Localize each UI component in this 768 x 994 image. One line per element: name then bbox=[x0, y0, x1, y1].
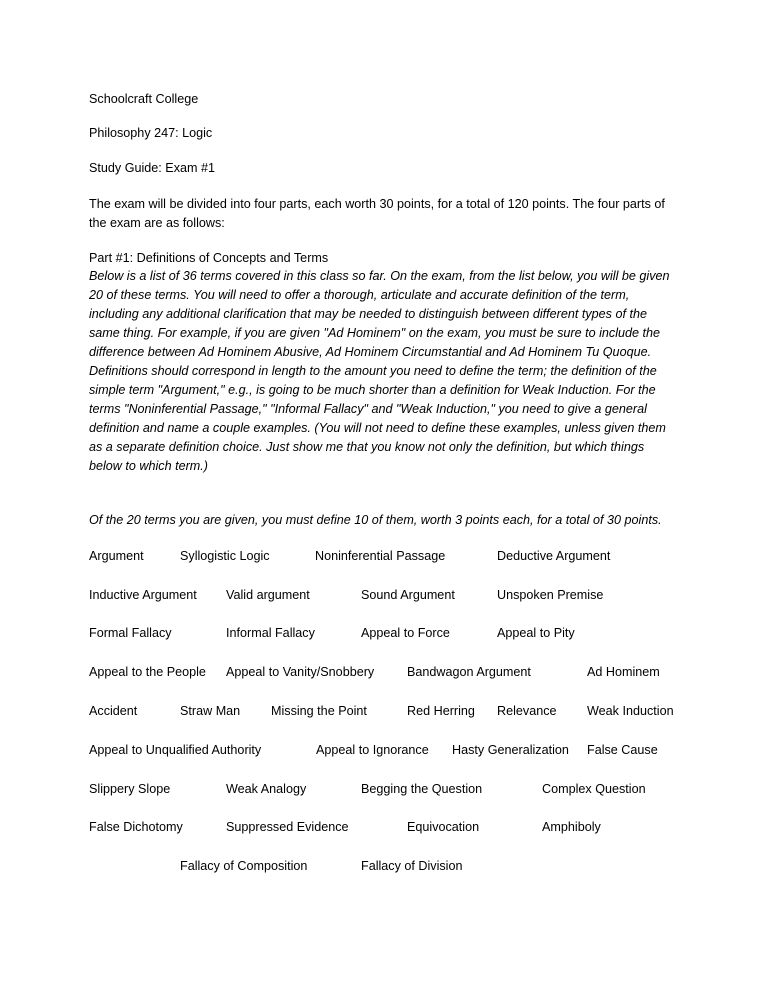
term-item: Begging the Question bbox=[361, 782, 483, 796]
term-item: Appeal to Ignorance bbox=[316, 743, 429, 757]
term-item: Inductive Argument bbox=[89, 588, 197, 602]
part1-scoring: Of the 20 terms you are given, you must define 10 of them, worth 3 points each, for a total of 30 points. bbox=[89, 513, 662, 527]
term-item: Appeal to Unqualified Authority bbox=[89, 743, 262, 757]
part1-description-line: including any additional clarification that may be needed to distinguish between different types of the bbox=[89, 307, 647, 321]
term-item: False Cause bbox=[587, 743, 658, 757]
term-item: Syllogistic Logic bbox=[180, 549, 270, 563]
term-item: Weak Analogy bbox=[226, 782, 307, 796]
term-item: Hasty Generalization bbox=[452, 743, 569, 757]
term-item: Argument bbox=[89, 549, 144, 563]
term-item: Suppressed Evidence bbox=[226, 820, 349, 834]
part1-description-line: Definitions should correspond in length to the amount you need to define the term; the definition of the bbox=[89, 364, 657, 378]
intro-line-1: The exam will be divided into four parts, each worth 30 points, for a total of 120 points. The four parts of bbox=[89, 197, 665, 211]
term-item: Appeal to Vanity/Snobbery bbox=[226, 665, 375, 679]
part1-description-line: as a separate definition choice. Just show me that you know not only the definition, but which things bbox=[89, 440, 645, 454]
term-item: Appeal to the People bbox=[89, 665, 206, 679]
term-item: Unspoken Premise bbox=[497, 588, 604, 602]
term-item: Sound Argument bbox=[361, 588, 455, 602]
term-item: Missing the Point bbox=[271, 704, 367, 718]
term-item: False Dichotomy bbox=[89, 820, 183, 834]
term-item: Weak Induction bbox=[587, 704, 674, 718]
term-item: Slippery Slope bbox=[89, 782, 171, 796]
term-item: Noninferential Passage bbox=[315, 549, 446, 563]
term-item: Complex Question bbox=[542, 782, 646, 796]
part1-description-line: difference between Ad Hominem Abusive, Ad Hominem Circumstantial and Ad Hominem Tu Quoque. bbox=[89, 345, 652, 359]
part1-description-line: terms "Noninferential Passage," "Informal Fallacy" and "Weak Induction," you need to give a general bbox=[89, 402, 647, 416]
intro-line-2: the exam are as follows: bbox=[89, 216, 225, 230]
term-item: Accident bbox=[89, 704, 138, 718]
part1-description-line: Below is a list of 36 terms covered in this class so far. On the exam, from the list below, you will be given bbox=[89, 269, 670, 283]
part1-heading: Part #1: Definitions of Concepts and Terms bbox=[89, 251, 329, 265]
term-item: Appeal to Force bbox=[361, 626, 450, 640]
course-title: Philosophy 247: Logic bbox=[89, 126, 213, 140]
term-item: Amphiboly bbox=[542, 820, 601, 834]
term-item: Ad Hominem bbox=[587, 665, 660, 679]
term-item: Fallacy of Division bbox=[361, 859, 463, 873]
term-item: Fallacy of Composition bbox=[180, 859, 308, 873]
part1-description-line: 20 of these terms. You will need to offer a thorough, articulate and accurate definition of the term, bbox=[89, 288, 630, 302]
term-item: Valid argument bbox=[226, 588, 310, 602]
term-item: Formal Fallacy bbox=[89, 626, 172, 640]
part1-description-line: definition and name a couple examples. (You will not need to define these examples, unless given them bbox=[89, 421, 666, 435]
part1-description-line: same thing. For example, if you are given "Ad Hominem" on the exam, you must be sure to include the bbox=[89, 326, 661, 340]
term-item: Relevance bbox=[497, 704, 557, 718]
term-item: Bandwagon Argument bbox=[407, 665, 531, 679]
part1-description-line: below to which term.) bbox=[89, 459, 208, 473]
college-name: Schoolcraft College bbox=[89, 92, 199, 106]
term-item: Deductive Argument bbox=[497, 549, 611, 563]
term-item: Equivocation bbox=[407, 820, 480, 834]
term-item: Red Herring bbox=[407, 704, 475, 718]
term-item: Straw Man bbox=[180, 704, 241, 718]
term-item: Informal Fallacy bbox=[226, 626, 315, 640]
term-item: Appeal to Pity bbox=[497, 626, 575, 640]
part1-description-line: simple term "Argument," e.g., is going to be much shorter than a definition for Weak Induction. For the bbox=[89, 383, 656, 397]
study-guide-title: Study Guide: Exam #1 bbox=[89, 161, 216, 175]
